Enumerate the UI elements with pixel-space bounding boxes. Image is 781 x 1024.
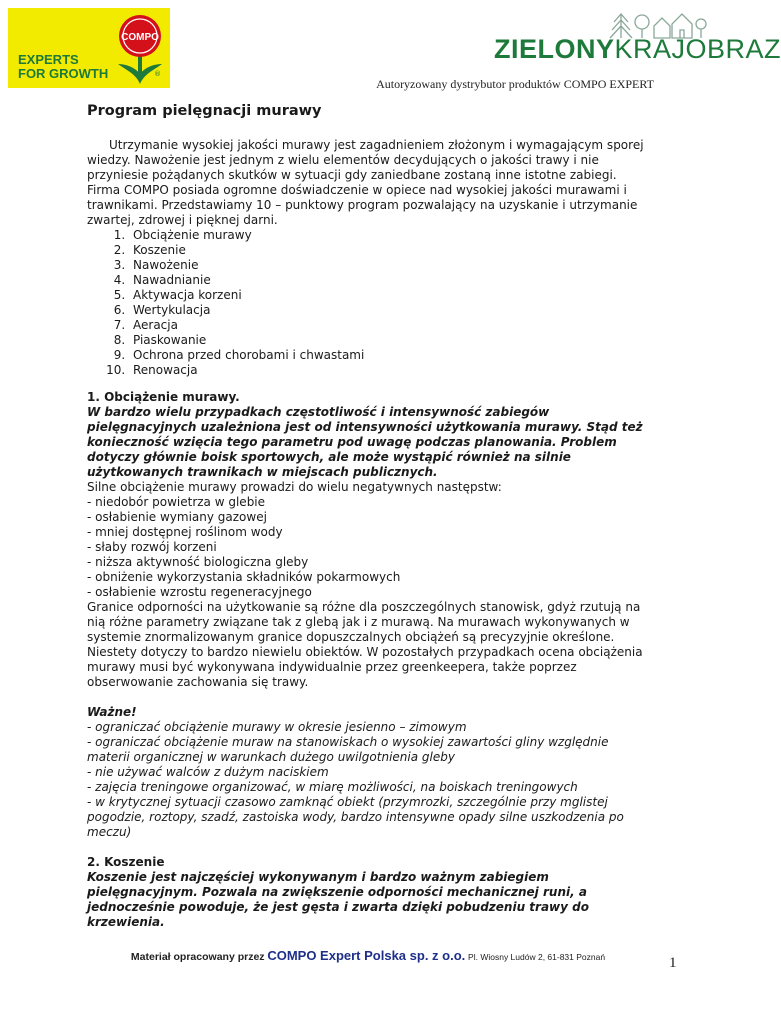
list-item: - słaby rozwój korzeni bbox=[87, 540, 217, 554]
list-item: - w krytycznej sytuacji czasowo zamknąć obiekt (przymrozki, szczególnie przy mglistej pogodzie, roztopy, szadź, zastoiska wody, bardzo intensywne opady silne uszkodzenia po meczu) bbox=[87, 795, 624, 839]
intro-section bbox=[87, 138, 647, 378]
compo-slogan-line1: EXPERTS bbox=[18, 52, 79, 67]
list-item: - mniej dostępnej roślinom wody bbox=[87, 525, 283, 539]
compo-logo bbox=[8, 8, 170, 88]
section1-heading: 1. Obciążenie murawy. bbox=[87, 390, 240, 404]
intro-paragraph: Utrzymanie wysokiej jakości murawy jest zagadnieniem złożonym i wymagającym sporej wiedzy. Nawożenie jest jednym z wielu elementów decydujących o jakości trawy i nie przyniesie pożądanych skutków w sytuacji gdy zaniedbane zostaną inne istotne zabiegi. Firma COMPO posiada ogromne doświadczenie w opiece nad wysokiej jakości murawami i trawnikami. Przedstawiamy 10 – punktowy program pozwalający na uzyskanie i utrzymanie zwartej, zdrowej i pięknej darni. bbox=[87, 138, 644, 227]
compo-brand-text: COMPO bbox=[121, 32, 159, 43]
list-item: - niedobór powietrza w glebie bbox=[87, 495, 266, 509]
footer-prefix: Materiał opracowany przez bbox=[130, 951, 265, 963]
section1-lead: W bardzo wielu przypadkach częstotliwość i intensywność zabiegów pielęgnacyjnych uzależniona jest od intensywności użytkowania murawy. Stąd też konieczność wzięcia tego parametru pod uwagę podczas planowania. Problem dotyczy głównie boisk sportowych, ale może wystąpić również na silnie użytkowanych trawnikach w miejscach publicznych. bbox=[87, 405, 643, 479]
important-heading: Ważne! bbox=[87, 705, 137, 719]
list-item: 8. Piaskowanie bbox=[129, 333, 647, 348]
logo-word-krajobraz: KRAJOBRAZ bbox=[614, 34, 781, 64]
compo-slogan-line2: FOR GROWTH bbox=[18, 66, 109, 81]
page-title: Program pielęgnacji murawy bbox=[87, 103, 322, 119]
list-item: - niższa aktywność biologiczna gleby bbox=[87, 555, 309, 569]
footer-address: Pl. Wiosny Ludów 2, 61-831 Poznań bbox=[468, 952, 606, 962]
logo-word-zielony: ZIELONY bbox=[494, 34, 615, 64]
zielony-krajobraz-logo bbox=[494, 10, 781, 70]
list-item: - ograniczać obciążenie muraw na stanowiskach o wysokiej zawartości gliny względnie materii organicznej w warunkach dużego uwilgotnienia gleby bbox=[87, 735, 609, 764]
section2-heading: 2. Koszenie bbox=[87, 855, 165, 869]
section1-effects-intro: Silne obciążenie murawy prowadzi do wielu negatywnych następstw: bbox=[87, 480, 502, 494]
section-body bbox=[87, 390, 647, 930]
distributor-note: Autoryzowany dystrybutor produktów COMPO EXPERT bbox=[376, 77, 654, 91]
list-item: 3. Nawożenie bbox=[129, 258, 647, 273]
list-item: 6. Wertykulacja bbox=[129, 303, 647, 318]
list-item: 5. Aktywacja korzeni bbox=[129, 288, 647, 303]
list-item: 9. Ochrona przed chorobami i chwastami bbox=[129, 348, 647, 363]
footer-company: COMPO Expert Polska sp. z o.o. bbox=[267, 948, 466, 963]
registered-mark: ® bbox=[154, 70, 161, 78]
list-item: 2. Koszenie bbox=[129, 243, 647, 258]
page-number: 1 bbox=[669, 955, 677, 971]
list-item: 1. Obciążenie murawy bbox=[129, 228, 647, 243]
section1-paragraph: Granice odporności na użytkowanie są różne dla poszczególnych stanowisk, gdyż rzutują na nią różne parametry związane tak z glebą jak i z murawą. Na murawach wykonywanych w systemie znormalizowanym granice dopuszczalnych obciążeń są precyzyjnie określone. Niestety dotyczy to bardzo niewielu obiektów. W pozostałych przypadkach ocena obciążenia murawy musi być wykonywana indywidualnie przez greenkeepera, także poprzez obserwowanie zachowania się trawy. bbox=[87, 600, 643, 689]
list-item: - nie używać walców z dużym naciskiem bbox=[87, 765, 329, 779]
list-item: 10. Renowacja bbox=[129, 363, 647, 378]
list-item: - zajęcia treningowe organizować, w miarę możliwości, na boiskach treningowych bbox=[87, 780, 578, 794]
program-list bbox=[87, 228, 647, 378]
list-item: - osłabienie wzrostu regeneracyjnego bbox=[87, 585, 312, 599]
footer bbox=[88, 948, 648, 963]
list-item: - ograniczać obciążenie murawy w okresie jesienno – zimowym bbox=[87, 720, 467, 734]
list-item: - obniżenie wykorzystania składników pokarmowych bbox=[87, 570, 401, 584]
list-item: 4. Nawadnianie bbox=[129, 273, 647, 288]
list-item: - osłabienie wymiany gazowej bbox=[87, 510, 267, 524]
list-item: 7. Aeracja bbox=[129, 318, 647, 333]
section2-lead: Koszenie jest najczęściej wykonywanym i bardzo ważnym zabiegiem pielęgnacyjnym. Pozwala na zwiększenie odporności mechanicznej runi, a jednocześnie powoduje, że jest gęsta i zwarta dzięki pobudzeniu trawy do krzewienia. bbox=[87, 870, 589, 929]
